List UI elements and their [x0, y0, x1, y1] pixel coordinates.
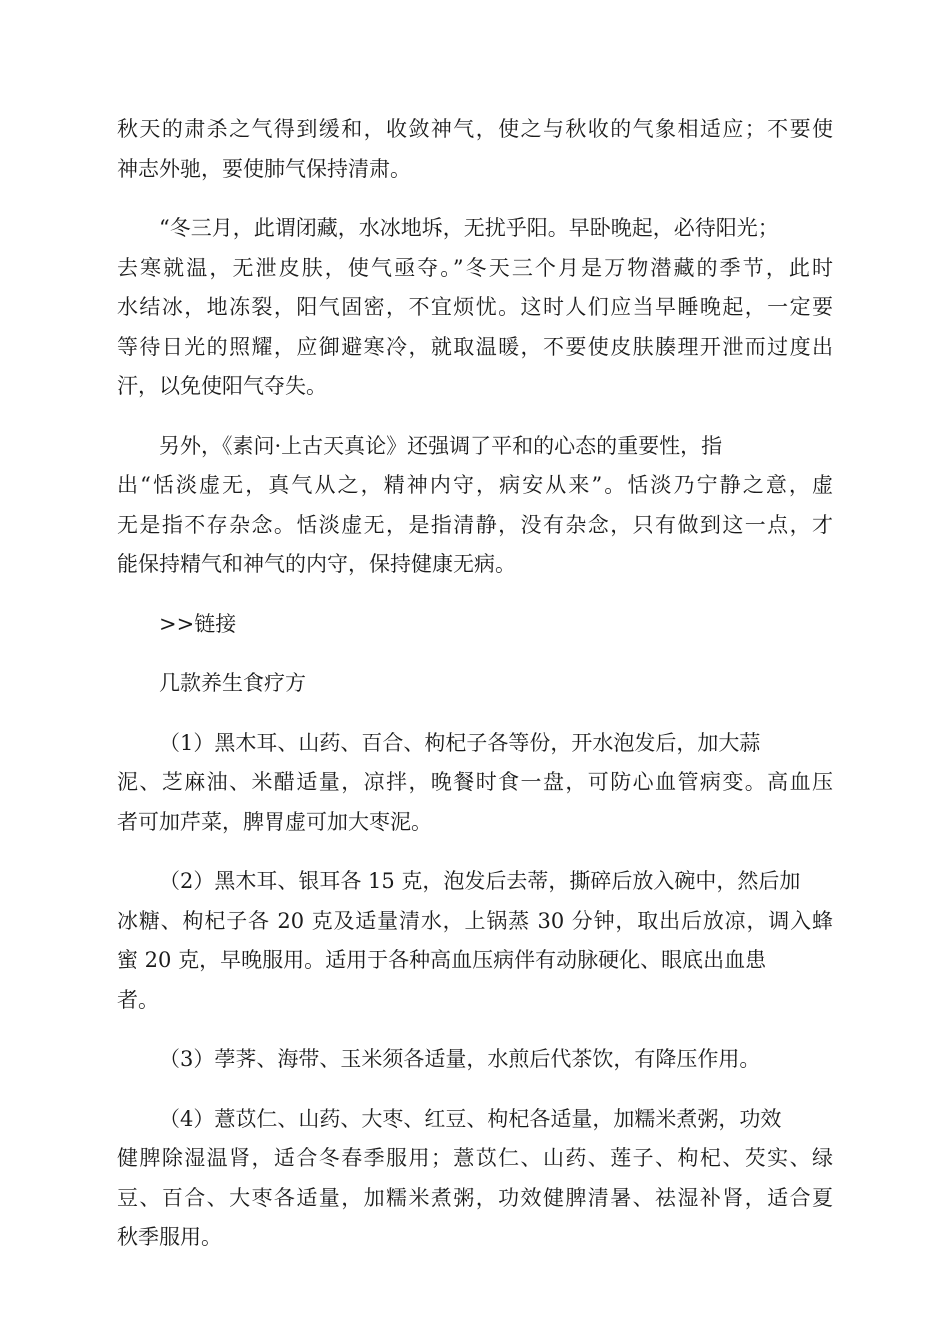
recipe-line: 豆、百合、大枣各适量，加糯米煮粥，功效健脾清暑、祛湿补肾，适合夏 — [117, 1185, 833, 1210]
document-page — [117, 110, 833, 1278]
paragraph-line: 能保持精气和神气的内守，保持健康无病。 — [117, 552, 516, 576]
paragraph-line: “冬三月，此谓闭藏，水冰地坼，无扰乎阳。早卧晚起，必待阳光； — [159, 216, 779, 240]
recipe-line: 健脾除湿温肾，适合冬春季服用；薏苡仁、山药、莲子、枸杞、芡实、绿 — [117, 1146, 833, 1170]
recipe-line: （1）黑木耳、山药、百合、枸杞子各等份，开水泡发后，加大蒜 — [159, 730, 761, 755]
recipe-line: 蜜 20 克，早晚服用。适用于各种高血压病伴有动脉硬化、眼底出血患 — [117, 948, 767, 972]
paragraph-line: 汗，以免使阳气夺失。 — [117, 374, 327, 398]
paragraph-line: 等待日光的照耀，应御避寒冷，就取温暖，不要使皮肤腠理开泄而过度出 — [117, 334, 833, 359]
section-title: 几款养生食疗方 — [159, 671, 306, 695]
paragraph-line: 无是指不存杂念。恬淡虚无，是指清静，没有杂念，只有做到这一点，才 — [117, 512, 833, 537]
recipe-line: 泥、芝麻油、米醋适量，凉拌，晚餐时食一盘，可防心血管病变。高血压 — [117, 770, 833, 794]
recipe-line: 冰糖、枸杞子各 20 克及适量清水，上锅蒸 30 分钟，取出后放凉，调入蜂 — [117, 908, 833, 933]
recipe-line: （2）黑木耳、银耳各 15 克，泡发后去蒂，撕碎后放入碗中，然后加 — [159, 869, 801, 893]
paragraph-line: 出“恬淡虚无，真气从之，精神内守，病安从来”。恬淡乃宁静之意，虚 — [117, 473, 833, 497]
paragraph-line: 秋天的肃杀之气得到缓和，收敛神气，使之与秋收的气象相适应；不要使 — [117, 117, 833, 141]
recipe-line: 秋季服用。 — [117, 1225, 222, 1249]
paragraph-autumn-continuation — [117, 110, 833, 189]
recipe-item — [117, 1040, 833, 1080]
recipe-line: 者。 — [117, 987, 159, 1012]
paragraph-winter — [117, 209, 833, 407]
recipe-line: 者可加芹菜，脾胃虚可加大枣泥。 — [117, 809, 432, 834]
recipe-item — [117, 1100, 833, 1258]
paragraph-calm-mind — [117, 427, 833, 585]
recipe-line: （3）荸荠、海带、玉米须各适量，水煎后代茶饮，有降压作用。 — [159, 1047, 761, 1071]
paragraph-line: 去寒就温，无泄皮肤，使气亟夺。”冬天三个月是万物潜藏的季节，此时 — [117, 255, 833, 280]
paragraph-line: 水结冰，地冻裂，阳气固密，不宜烦忧。这时人们应当早睡晚起，一定要 — [117, 295, 833, 319]
recipe-item — [117, 724, 833, 843]
recipe-line: （4）薏苡仁、山药、大枣、红豆、枸杞各适量，加糯米煮粥，功效 — [159, 1106, 782, 1131]
paragraph-line: 另外，《素问·上古天真论》还强调了平和的心态的重要性，指 — [159, 433, 723, 458]
link-label: >>链接 — [159, 611, 237, 636]
recipe-item — [117, 862, 833, 1020]
paragraph-line: 神志外驰，要使肺气保持清肃。 — [117, 156, 411, 181]
